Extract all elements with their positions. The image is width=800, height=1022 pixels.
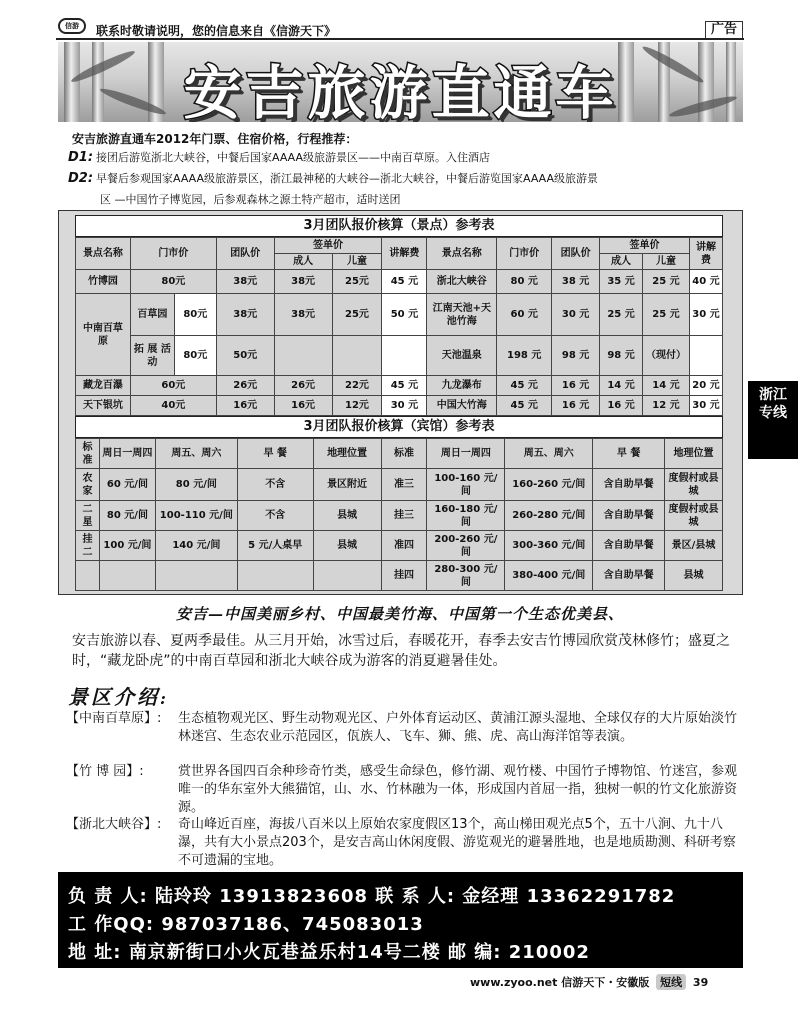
spot-name: 【竹 博 园】: <box>66 764 144 779</box>
page-number: 39 <box>692 976 709 989</box>
spot-desc: 奇山峰近百座，海拔八百米以上原始农家度假区13个，高山梯田观光点5个，五十八涧、九十八瀑，共有大小景点203个，是安吉高山休闲度假、游览观光的避暑胜地，也是地质勘测、科研考察不可遗漏的宝地。 <box>178 817 736 868</box>
col-header: 团队价 <box>216 238 274 270</box>
hotel-price-table: 标准 周日一周四 周五、周六 早 餐 地理位置 标准 周日一周四 周五、周六 早 餐 地理位置 农家 60 元/间 80 元/间 不含 景区附近 准三 100-160 元/间 160-260 元/间 含自助早餐 度假村或县城 二星 80 元/间 100-110 元/间 不含 县城 挂三 160-180 元/间 260-280 元/间 含自助早餐 度假村或县城 挂二 100 元/间 140 元/间 5 元/人桌早 县城 准四 200-260 元/间 300-360 元/间 含自助早餐 景区/县城 挂四 280-300 元/间 380-400 元/间 含自助早餐 县城 <box>75 438 723 591</box>
header-tagline: 联系时敬请说明，您的信息来自《信游天下》 <box>96 24 337 38</box>
contact-box <box>58 872 743 968</box>
col-header: 儿童 <box>643 254 690 270</box>
contact-line-person: 负 责 人: 陆玲玲 13913823608 联 系 人: 金经理 13362291782 <box>68 886 676 907</box>
slogan: 安吉—中国美丽乡村、中国最美竹海、中国第一个生态优美县、 <box>175 605 624 623</box>
spot-desc: 生态植物观光区、野生动物观光区、户外体育运动区、黄浦江源头湿地、全球仅存的大片原始淡竹林迷宫、生态农业示范园区，佤族人、飞车、狮、熊、虎、高山海洋馆等表演。 <box>178 711 738 744</box>
contact-line-address: 地 址: 南京新街口小火瓦巷益乐村14号二楼 邮 编: 210002 <box>68 942 590 963</box>
spot-name: 【中南百草原】: <box>66 711 162 726</box>
hotel-table-title: 3月团队报价核算（宾馆）参考表 <box>75 416 723 438</box>
scenic-table-title: 3月团队报价核算（景点）参考表 <box>75 215 723 237</box>
day-tag: D1: <box>68 150 94 165</box>
itinerary-day-1 <box>68 147 740 168</box>
col-header: 签单价 <box>600 238 690 254</box>
col-header: 签单价 <box>274 238 382 254</box>
ad-tag: 广告 <box>705 21 743 39</box>
col-header: 团队价 <box>552 238 600 270</box>
col-header: 景点名称 <box>427 238 497 270</box>
col-header: 讲解费 <box>382 238 427 270</box>
table-row: 农家 60 元/间 80 元/间 不含 景区附近 准三 100-160 元/间 160-260 元/间 含自助早餐 度假村或县城 <box>76 469 723 501</box>
header-rule <box>56 38 744 40</box>
banner <box>58 42 743 122</box>
footer-section-chip: 短线 <box>656 974 686 990</box>
scenic-price-table <box>75 237 723 416</box>
day-text: 接团后游览浙北大峡谷，中餐后国家AAAA级旅游景区——中南百草原。入住酒店 <box>96 151 491 164</box>
spot-desc: 赏世界各国四百余种珍奇竹类，感受生命绿色，修竹湖、观竹楼、中国竹子博物馆、竹迷宫，参观唯一的华东室外大熊猫馆，山、水、竹林融为一体，形成国内首屈一指，独树一帜的竹文化旅游资源。 <box>178 764 738 815</box>
itinerary-day-2 <box>68 168 740 189</box>
table-row: 挂四 280-300 元/间 380-400 元/间 含自助早餐 县城 <box>76 561 723 591</box>
section-heading <box>68 681 169 710</box>
section-heading-text: 景区介绍 <box>68 685 160 709</box>
table-row: 中南百草原 百草园 80元 38元 38元 25元 50 元 江南天池+天池竹海 60 元 30 元 25 元 25 元 30 元 <box>76 294 723 336</box>
banner-title: 安吉旅游直通车 <box>183 59 618 122</box>
footer-url[interactable]: www.zyoo.net <box>470 976 558 989</box>
day-text: 早餐后参观国家AAAA级旅游景区，浙江最神秘的大峡谷—浙北大峡谷，中餐后游览国家AAAA级旅游景 <box>96 172 599 185</box>
page-footer <box>470 974 708 990</box>
table-row: 天下银坑 40元 16元 16元 12元 30 元 中国大竹海 45 元 16 元 16 元 12 元 30 元 <box>76 396 723 416</box>
col-header: 门市价 <box>497 238 552 270</box>
col-header: 门市价 <box>130 238 216 270</box>
col-header: 景点名称 <box>76 238 131 270</box>
section-heading-colon: : <box>160 689 169 708</box>
intro-paragraph: 安吉旅游以春、夏两季最佳。从三月开始，冰雪过后，春暖花开，春季去安吉竹博园欣赏茂林修竹；盛夏之时，“藏龙卧虎”的中南百草园和浙北大峡谷成为游客的消夏避暑佳处。 <box>72 633 730 669</box>
top-bar <box>0 0 800 40</box>
spot-name: 【浙北大峡谷】: <box>66 817 162 832</box>
table-row: 二星 80 元/间 100-110 元/间 不含 县城 挂三 160-180 元/间 260-280 元/间 含自助早餐 度假村或县城 <box>76 501 723 531</box>
table-row: 竹博园 80元 38元 38元 25元 45 元 浙北大峡谷 80 元 38 元 35 元 25 元 40 元 <box>76 270 723 294</box>
table-row: 藏龙百瀑 60元 26元 26元 22元 45 元 九龙瀑布 45 元 16 元 14 元 14 元 20 元 <box>76 376 723 396</box>
intro-heading: 安吉旅游直通车2012年门票、住宿价格，行程推荐： <box>72 132 358 146</box>
itinerary-day-2-cont: 区 —中国竹子博览园，后参观森林之源土特产超市，适时送团 <box>100 193 401 206</box>
side-tab <box>748 381 798 459</box>
table-row: 拓 展 活 动 80元 50元 天池温泉 198 元 98 元 98 元 （现付） <box>76 336 723 376</box>
day-tag: D2: <box>68 171 94 186</box>
contact-line-qq: 工 作QQ: 987037186、745083013 <box>68 914 424 935</box>
col-header: 儿童 <box>332 254 382 270</box>
footer-magazine: 信游天下・安徽版 <box>561 976 650 989</box>
magazine-logo: 信游 <box>58 18 86 34</box>
side-tab-line: 专线 <box>759 405 787 421</box>
col-header: 成人 <box>274 254 332 270</box>
side-tab-line: 浙江 <box>759 387 787 403</box>
col-header: 讲解费 <box>689 238 722 270</box>
col-header: 成人 <box>600 254 643 270</box>
table-row: 挂二 100 元/间 140 元/间 5 元/人桌早 县城 准四 200-260 元/间 300-360 元/间 含自助早餐 景区/县城 <box>76 531 723 561</box>
